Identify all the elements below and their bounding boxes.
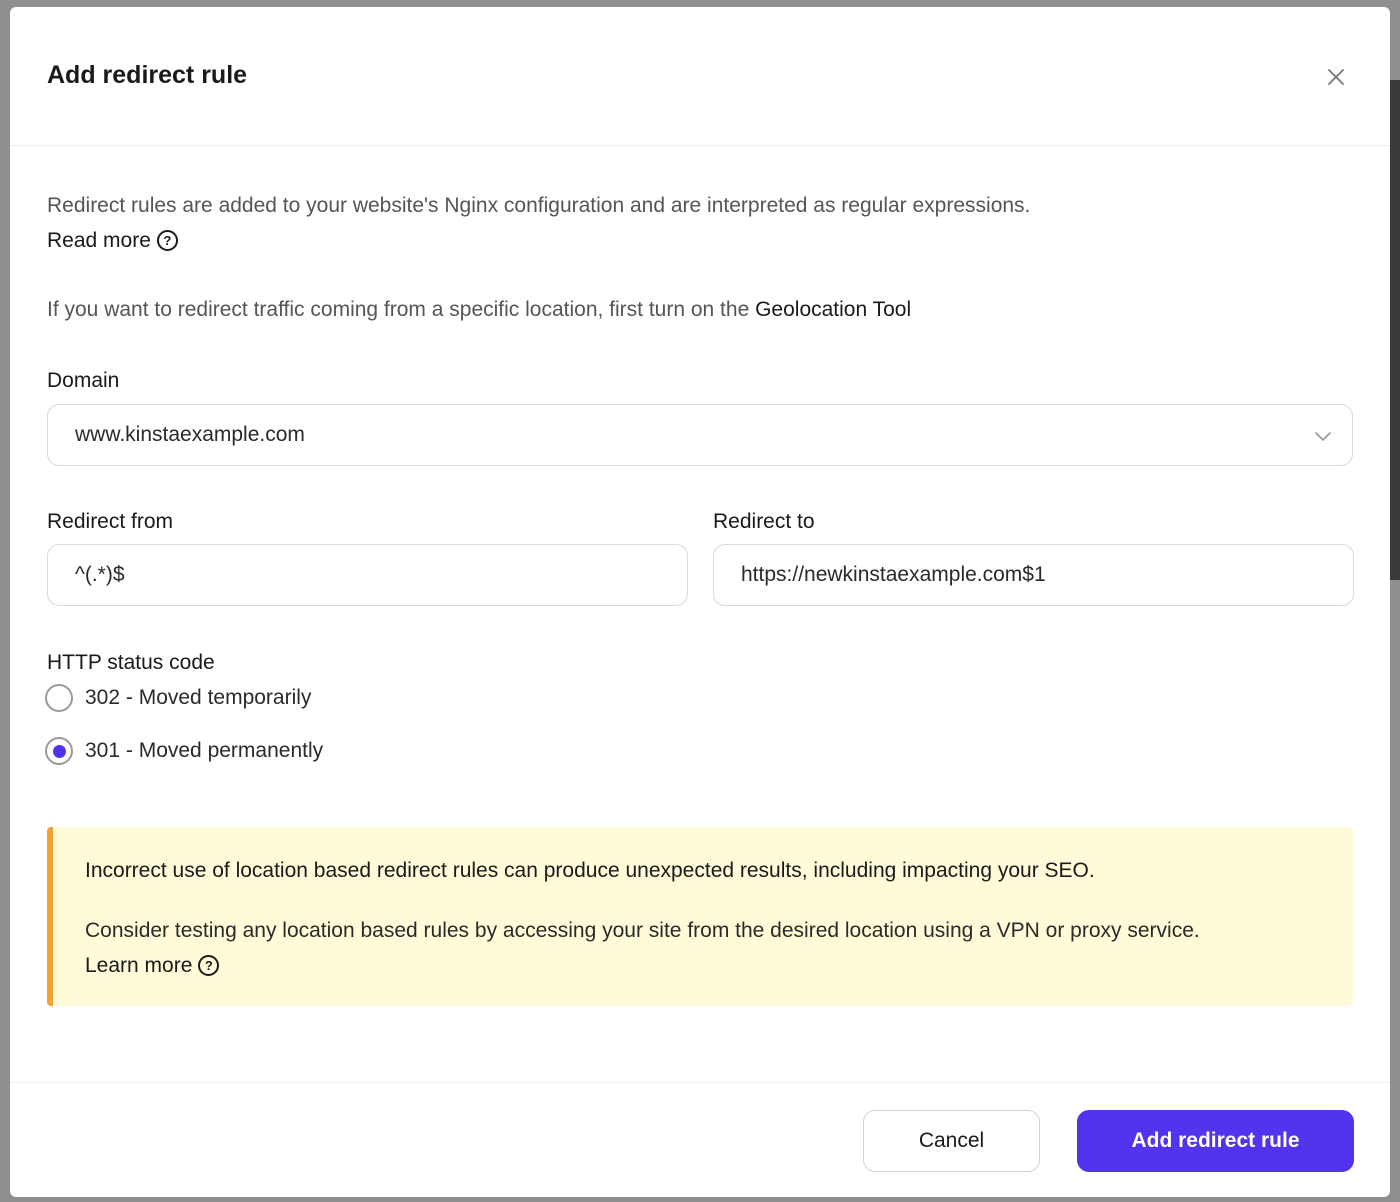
radio-302-label: 302 - Moved temporarily	[85, 686, 312, 709]
redirect-to-value: https://newkinstaexample.com$1	[741, 563, 1046, 586]
close-icon	[1327, 68, 1345, 86]
redirect-from-value: ^(.*)$	[75, 563, 125, 586]
domain-selected-value: www.kinstaexample.com	[75, 423, 305, 446]
learn-more-label: Learn more	[85, 954, 193, 977]
warning-headline: Incorrect use of location based redirect rules can produce unexpected results, including impacting your SEO.	[85, 859, 1095, 882]
warning-alert	[47, 827, 1353, 1006]
read-more-label: Read more	[47, 229, 151, 252]
redirect-from-input[interactable]	[47, 544, 688, 606]
warning-body	[85, 913, 1305, 983]
close-button[interactable]	[1324, 65, 1348, 89]
domain-label: Domain	[47, 369, 120, 392]
http-status-code-label: HTTP status code	[47, 651, 215, 674]
radio-301-label: 301 - Moved permanently	[85, 739, 324, 762]
help-circle-icon: ?	[198, 955, 219, 976]
radio-301[interactable]	[45, 737, 73, 765]
add-redirect-rule-modal	[10, 7, 1390, 1197]
cancel-button[interactable]: Cancel	[863, 1110, 1040, 1172]
geolocation-tool-link[interactable]: Geolocation Tool	[755, 298, 912, 321]
chevron-down-icon	[1314, 427, 1332, 445]
redirect-to-label: Redirect to	[713, 510, 815, 533]
modal-title: Add redirect rule	[47, 61, 248, 89]
intro-text	[47, 188, 1353, 258]
modal-header	[10, 7, 1390, 146]
intro-description: Redirect rules are added to your website's Nginx configuration and are interpreted as regular expressions.	[47, 194, 1031, 217]
read-more-link[interactable]	[47, 223, 178, 258]
redirect-from-label: Redirect from	[47, 510, 174, 533]
modal-footer	[10, 1082, 1390, 1197]
domain-select[interactable]	[47, 404, 1353, 466]
learn-more-link[interactable]	[85, 948, 219, 983]
geolocation-hint	[47, 292, 1353, 327]
redirect-to-input[interactable]	[713, 544, 1354, 606]
help-circle-icon: ?	[157, 230, 178, 251]
warning-body-text: Consider testing any location based rules by accessing your site from the desired location using a VPN or proxy service.	[85, 919, 1200, 942]
geolocation-hint-text: If you want to redirect traffic coming from a specific location, first turn on the	[47, 298, 750, 321]
radio-selected-dot	[53, 745, 66, 758]
radio-302[interactable]	[45, 684, 73, 712]
radio-option-302[interactable]	[45, 684, 311, 712]
add-redirect-rule-button[interactable]: Add redirect rule	[1077, 1110, 1354, 1172]
radio-option-301[interactable]	[45, 737, 323, 765]
